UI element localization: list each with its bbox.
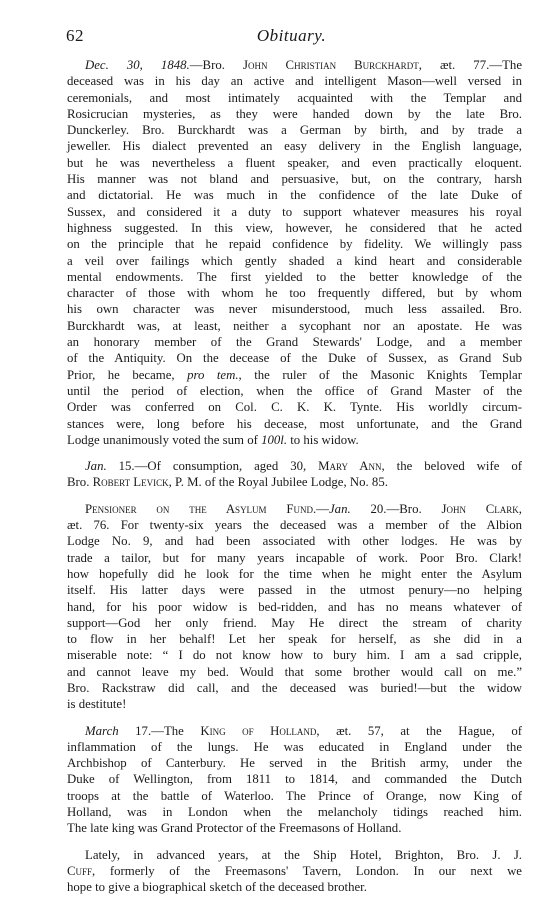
text-line — [67, 236, 522, 252]
text-line — [67, 334, 522, 350]
text-run: , the beloved wife of — [381, 459, 522, 474]
text-line — [67, 253, 522, 269]
text-line — [67, 301, 522, 317]
text-run: and dictatorial. He was much in the confidence of the late Duke of — [67, 188, 522, 203]
text-run: deceased was in his day an active and intelligent Mason—well versed in — [67, 74, 522, 89]
text-run: His manner was not bland and persuasive, but, on the contrary, harsh — [67, 172, 522, 187]
text-line — [67, 432, 522, 448]
text-run: pro tem. — [187, 367, 239, 382]
text-run: miserable note: “ I do not know how to bury him. I am a sad cripple, — [67, 648, 522, 663]
text-line — [67, 771, 522, 787]
obituary-entry — [67, 847, 522, 896]
text-line — [67, 664, 522, 680]
text-run: mental endowments. The first yielded to the better knowledge of the — [67, 269, 522, 284]
text-run: Dec. 30, 1848. — [85, 58, 190, 72]
text-line — [67, 220, 522, 236]
obituary-body — [67, 57, 522, 906]
text-run: Jan. — [85, 459, 107, 474]
text-run: Burckhardt was, at least, neither a sycophant nor an apostate. He was — [67, 318, 522, 333]
text-run: Dunckerley. Bro. Burckhardt was a German by birth, and by trade a — [67, 123, 522, 138]
text-line — [67, 458, 522, 474]
text-run: an honorary member of the Grand Stewards' Lodge, and a member — [67, 335, 522, 350]
text-line — [67, 416, 522, 432]
text-line — [67, 566, 522, 582]
text-line — [67, 318, 522, 334]
text-run: on the principle that he repaid confidence by fidelity. We willingly pass — [67, 237, 522, 252]
text-line — [67, 517, 522, 533]
text-run: Holland, was in London when the melancholy tidings reached him. — [67, 805, 522, 820]
text-run: Mary Ann — [318, 459, 382, 474]
text-run: Lodge unanimously voted the sum of — [67, 432, 262, 447]
text-run: until the period of election, when the office of Grand Master of the — [67, 383, 522, 398]
text-line — [67, 879, 522, 895]
text-line — [67, 723, 522, 739]
text-run: Archbishop of Canterbury. He served in the British army, under the — [67, 756, 522, 771]
text-run: trade a tailor, but for many years incapable of work. Poor Bro. Clark! — [67, 550, 522, 565]
text-line — [67, 122, 522, 138]
text-run: Prior, he became, — [67, 367, 188, 382]
text-run: John Christian Burckhardt — [243, 58, 419, 72]
text-run: a veil over failings which gently shaded a kind heart and considerable — [67, 253, 522, 268]
text-run: 100l. — [261, 432, 288, 447]
text-run: Bro. — [67, 475, 93, 490]
text-run: how hopefully did he look for the time when he might enter the Asylum — [67, 566, 522, 581]
text-line — [67, 599, 522, 615]
text-run: Rosicrucian mysteries, as they were handed down by the late Bro. — [67, 106, 522, 121]
text-run: to his widow. — [287, 432, 359, 447]
text-run: to flow in her behalf! Let her speak for herself, as she did in a — [67, 632, 522, 647]
text-run: Jan. — [328, 501, 351, 516]
text-run: itself. His latter days were passed in the utmost penury—no helping — [67, 583, 522, 598]
text-run: and cannot leave my bed. Would that some brother would call on me.” — [67, 664, 522, 679]
text-run: troops at the battle of Waterloo. The Prince of Orange, now King of — [67, 788, 522, 803]
text-run: John Clark — [441, 501, 519, 516]
text-line — [67, 615, 522, 631]
text-line — [67, 187, 522, 203]
text-line — [67, 350, 522, 366]
text-run: his own character was never misunderstood, much less assailed. Bro. — [67, 302, 522, 317]
text-run: , — [518, 501, 522, 516]
text-run: Pensioner on the Asylum Fund — [85, 501, 313, 516]
text-run: The late king was Grand Protector of the Freemasons of Holland. — [67, 821, 402, 836]
text-run: of the Antiquity. On the decease of the Duke of Sussex, as Grand Sub — [67, 351, 522, 366]
text-run: character of those with whom he too frequently differed, but by whom — [67, 286, 522, 301]
obituary-entry — [67, 501, 522, 713]
text-line — [67, 739, 522, 755]
text-run: , the ruler of the Masonic Knights Templar — [238, 367, 523, 382]
text-line — [67, 533, 522, 549]
text-line — [67, 155, 522, 171]
text-line — [67, 204, 522, 220]
text-line — [67, 90, 522, 106]
text-line — [67, 138, 522, 154]
text-line — [67, 399, 522, 415]
text-run: Duke of Wellington, from 1811 to 1814, and commanded the Dutch — [67, 772, 522, 787]
text-line — [67, 696, 522, 712]
obituary-entry — [67, 458, 522, 491]
text-line — [67, 582, 522, 598]
text-run: —Bro. — [189, 58, 243, 72]
text-line — [67, 550, 522, 566]
text-run: 15.—Of consumption, aged 30, — [106, 459, 319, 474]
text-run: 20.—Bro. — [350, 501, 442, 516]
text-line — [67, 367, 522, 383]
text-line — [67, 847, 522, 863]
text-run: highness suggested. In this view, however, he considered that he acted — [67, 220, 522, 235]
text-run: , æt. 57, at the Hague, of — [316, 723, 522, 738]
text-run: Cuff — [67, 863, 93, 878]
text-line — [67, 501, 522, 517]
text-run: March — [85, 723, 119, 738]
text-run: , formerly of the Freemasons' Tavern, London. In our next we — [92, 863, 522, 878]
text-run: Order was conferred on Col. C. K. K. Tynte. His worldly circum- — [67, 400, 522, 415]
text-run: Bro. Rackstraw did call, and the deceased was buried!—but the widow — [67, 680, 522, 695]
obituary-entry — [67, 57, 522, 448]
text-run: Robert Levick — [92, 475, 169, 490]
text-line — [67, 171, 522, 187]
text-line — [67, 474, 522, 490]
text-run: Lately, in advanced years, at the Ship Hotel, Brighton, Bro. J. J. — [85, 847, 522, 862]
text-run: , æt. 77.—The — [418, 58, 522, 72]
text-run: , P. M. of the Royal Jubilee Lodge, No. 85. — [168, 475, 388, 490]
text-line — [67, 631, 522, 647]
text-run: Sussex, and considered it a duty to support whatever measures his royal — [67, 204, 522, 219]
text-line — [67, 863, 522, 879]
text-run: inflammation of the lungs. He was educated in England under the — [67, 739, 522, 754]
text-run: jeweller. His dialect prevented an easy delivery in the English language, — [67, 139, 522, 154]
text-line — [67, 285, 522, 301]
text-line — [67, 755, 522, 771]
text-line — [67, 820, 522, 836]
running-head: Obituary. — [256, 26, 327, 45]
text-line — [67, 647, 522, 663]
text-line — [67, 106, 522, 122]
text-run: Lodge No. 9, and had been associated with other lodges. He was by — [67, 534, 522, 549]
text-run: stances were, long before his decease, most unfortunate, and the Grand — [67, 416, 522, 431]
text-line — [67, 788, 522, 804]
text-run: is destitute! — [67, 697, 127, 712]
text-line — [67, 57, 522, 73]
obituary-entry — [67, 723, 522, 837]
text-line — [67, 269, 522, 285]
text-line — [67, 680, 522, 696]
text-run: King of Holland — [200, 723, 317, 738]
text-line — [67, 383, 522, 399]
text-run: hope to give a biographical sketch of the deceased brother. — [67, 880, 367, 895]
text-line — [67, 804, 522, 820]
text-run: support—God her only friend. May He direct the stream of charity — [67, 615, 522, 630]
page-number: 62 — [66, 26, 84, 45]
text-run: æt. 76. For twenty-six years the deceased was a member of the Albion — [67, 518, 522, 533]
text-run: .— — [312, 501, 329, 516]
text-line — [67, 73, 522, 89]
text-run: ceremonials, and most intimately acquainted with the Templar and — [67, 90, 522, 105]
page-header — [66, 26, 517, 48]
text-run: but he was nevertheless a fluent speaker, and even practically eloquent. — [67, 155, 522, 170]
text-run: 17.—The — [118, 723, 201, 738]
text-run: hand, for his poor widow is bed-ridden, and has no means whatever of — [67, 599, 522, 614]
